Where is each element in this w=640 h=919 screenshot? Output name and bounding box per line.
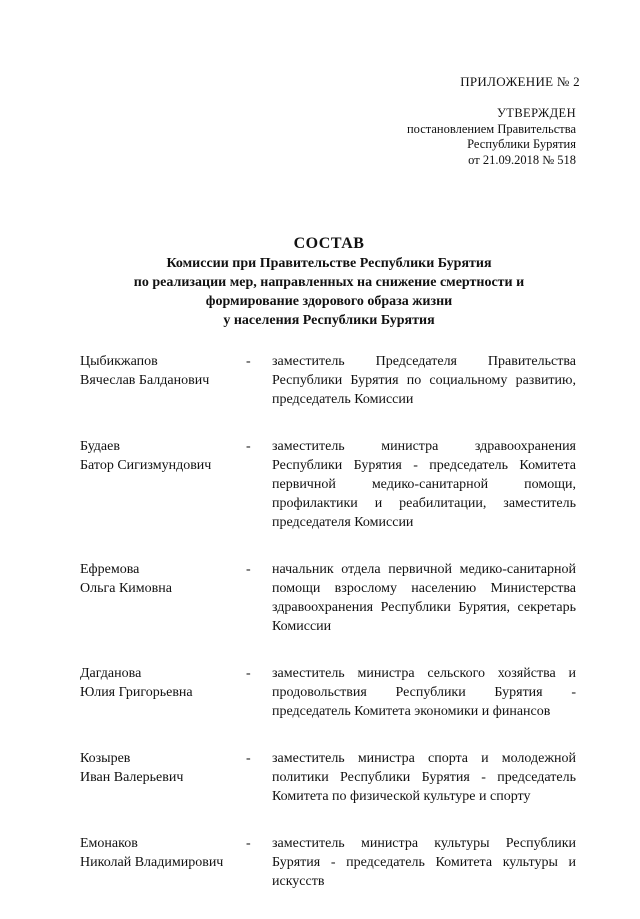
member-dash: - <box>246 439 251 454</box>
member-name <box>80 560 246 636</box>
member-row <box>80 352 576 409</box>
member-surname: Будаев <box>80 439 120 454</box>
member-name <box>80 664 246 721</box>
member-name <box>80 834 246 891</box>
document-title-block <box>0 234 640 330</box>
approval-date-line: от 21.09.2018 № 518 <box>468 152 576 167</box>
member-given-name: Батор Сигизмундович <box>80 458 212 473</box>
member-row <box>80 560 576 636</box>
member-row <box>80 749 576 806</box>
member-dash: - <box>246 666 251 681</box>
member-surname: Козырев <box>80 751 131 766</box>
member-name <box>80 749 246 806</box>
member-dash: - <box>246 354 251 369</box>
member-surname: Емонаков <box>80 836 138 851</box>
member-row <box>80 834 576 891</box>
subtitle-line: Комиссии при Правительстве Республики Бурятия <box>166 256 492 271</box>
members-list <box>80 352 576 919</box>
member-surname: Дагданова <box>80 666 142 681</box>
subtitle-line: формирование здорового образа жизни <box>205 294 453 309</box>
approval-block <box>316 106 576 168</box>
approval-line: постановлением Правительства <box>406 121 576 136</box>
member-role: заместитель министра культуры Республики Бурятия - председатель Комитета культуры и искусств <box>272 836 576 889</box>
subtitle-line: у населения Республики Бурятия <box>223 313 435 328</box>
document-title: СОСТАВ <box>293 235 365 252</box>
member-surname: Ефремова <box>80 562 140 577</box>
member-name <box>80 352 246 409</box>
appendix-label: ПРИЛОЖЕНИЕ № 2 <box>460 74 580 89</box>
member-role: заместитель министра сельского хозяйства и продовольствия Республики Бурятия - председатель Комитета экономики и финансов <box>272 666 576 719</box>
member-role: начальник отдела первичной медико-санитарной помощи взрослому населению Министерства здравоохранения Республики Бурятия, секретарь Комиссии <box>272 562 576 634</box>
member-role: заместитель министра спорта и молодежной политики Республики Бурятия - председатель Комитета по физической культуре и спорту <box>272 751 576 804</box>
subtitle-line: по реализации мер, направленных на снижение смертности и <box>133 275 525 290</box>
member-dash: - <box>246 562 251 577</box>
member-role: заместитель министра здравоохранения Республики Бурятия - председатель Комитета первичной медико-санитарной помощи, профилактики и реабилитации, заместитель председателя Комиссии <box>272 439 576 530</box>
approval-line: Республики Бурятия <box>467 137 576 151</box>
member-row <box>80 664 576 721</box>
member-surname: Цыбикжапов <box>80 354 158 369</box>
member-dash: - <box>246 836 251 851</box>
member-given-name: Ольга Кимовна <box>80 581 172 596</box>
member-given-name: Николай Владимирович <box>80 855 224 870</box>
member-name <box>80 437 246 532</box>
member-given-name: Юлия Григорьевна <box>80 685 193 700</box>
member-row <box>80 437 576 532</box>
member-given-name: Иван Валерьевич <box>80 770 184 785</box>
member-given-name: Вячеслав Балданович <box>80 373 210 388</box>
member-dash: - <box>246 751 251 766</box>
member-role: заместитель Председателя Правительства Республики Бурятия по социальному развитию, председатель Комиссии <box>272 354 576 407</box>
approved-label: УТВЕРЖДЕН <box>497 106 576 120</box>
